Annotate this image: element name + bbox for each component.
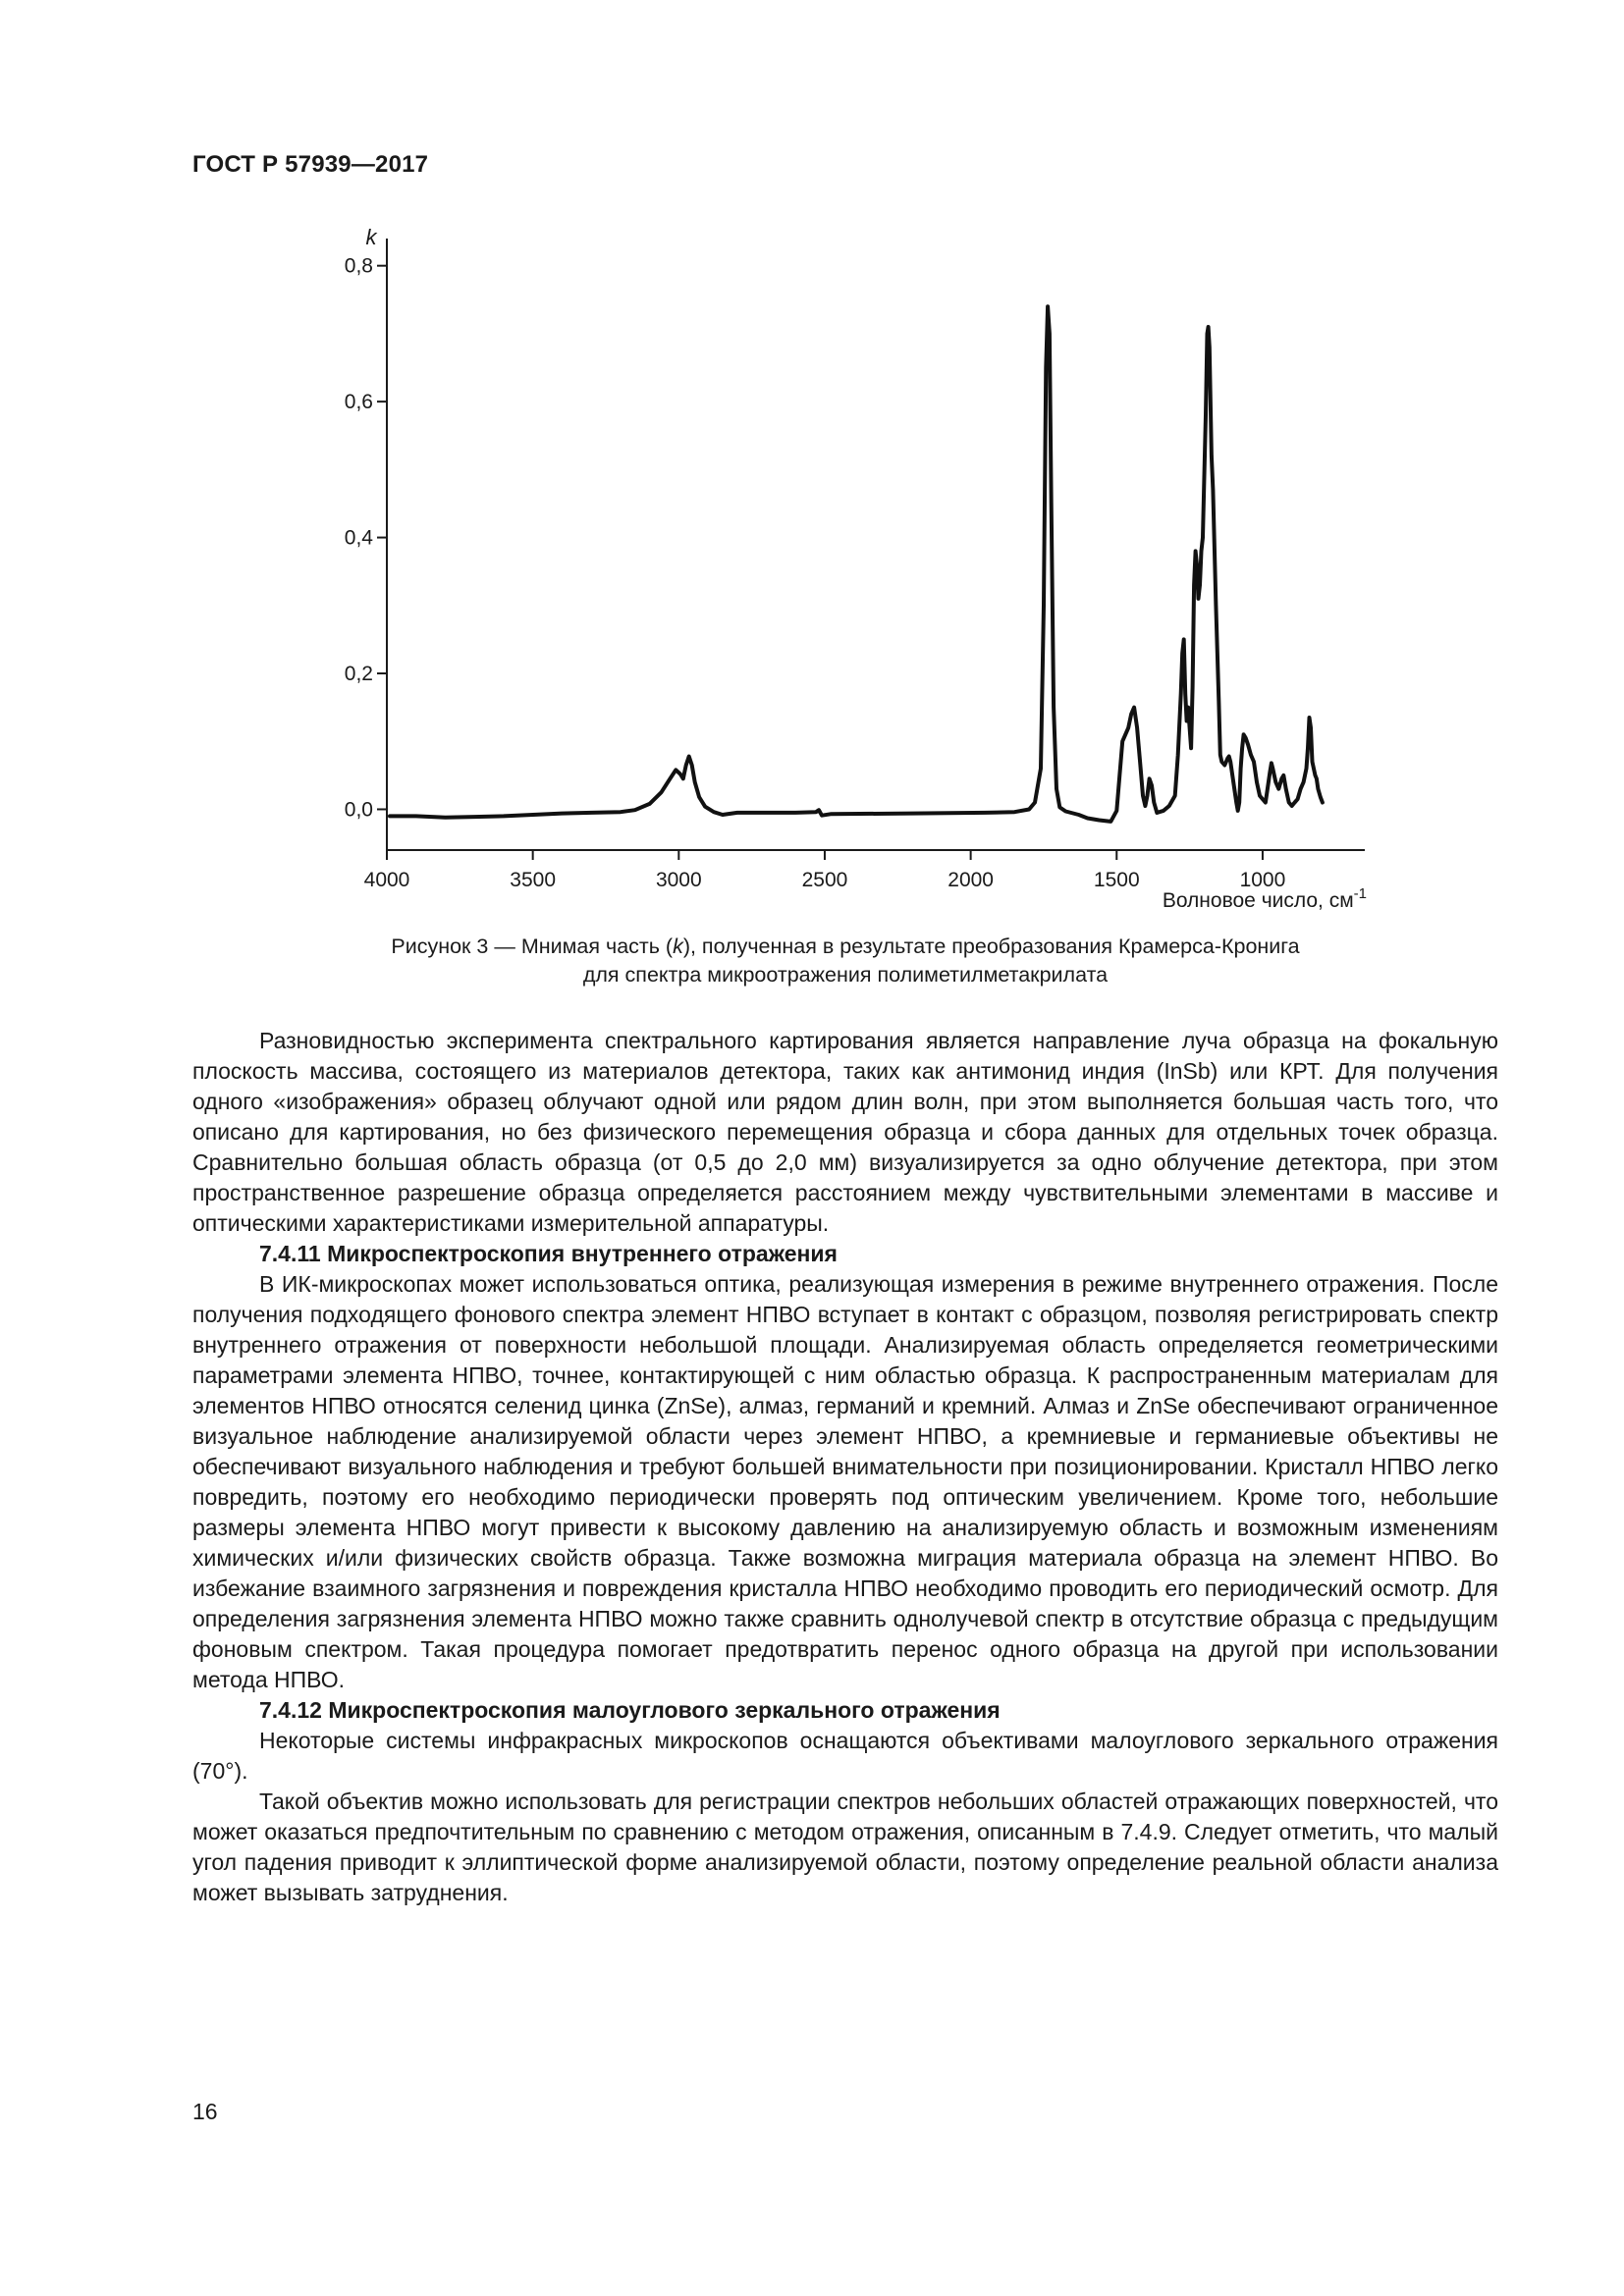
x-tick-label: 3000 (655, 869, 702, 891)
chart-axes (387, 239, 1365, 850)
paragraph: Разновидностью эксперимента спектрального картирования является направление луча образца на фокальную плоскость массива, состоящего из материалов детектора, таких как антимонид индия (InSb) или КРТ. Для получения одного «изображения» образец облучают одной или рядом длин волн, при этом выполняется большая часть того, что описано для картирования, но без физического перемещения образца и сбора данных для отдельных точек образца. Сравнительно большая область образца (от 0,5 до 2,0 мм) визуализируется за одно облучение детектора, при этом пространственное разрешение образца определяется расстоянием между чувствительными элементами в массиве и оптическими характеристиками измерительной аппаратуры. (192, 1028, 1498, 1236)
x-tick-label: 1000 (1239, 869, 1286, 891)
x-tick-label: 4000 (363, 869, 410, 891)
caption-line-1: Рисунок 3 — Мнимая часть (k), полученная в результате преобразования Крамерса-Кронига (391, 934, 1300, 958)
paragraph: В ИК-микроскопах может использоваться оптика, реализующая измерения в режиме внутреннего отражения. После получения подходящего фонового спектра элемент НПВО вступает в контакт с образцом, позволяя регистрировать спектр внутреннего отражения от поверхности небольшой площади. Анализируемая область определяется геометрическими параметрами элемента НПВО, точнее, контактирующей с ним областью образца. К распространенным материалам для элементов НПВО относятся селенид цинка (ZnSe), алмаз, германий и кремний. Алмаз и ZnSe обеспечивают ограниченное визуальное наблюдение анализируемой области через элемент НПВО, а кремниевые и германиевые объективы не обеспечивают визуального наблюдения и требуют большей внимательности при позиционировании. Кристалл НПВО легко повредить, поэтому его необходимо периодически проверять под оптическим увеличением. Кроме того, небольшие размеры элемента НПВО могут привести к высокому давлению на анализируемую область и возможным изменениям химических и/или физических свойств образца. Также возможна миграция материала образца на элемент НПВО. Во избежание взаимного загрязнения и повреждения кристалла НПВО необходимо проводить его периодический осмотр. Для определения загрязнения элемента НПВО можно также сравнить однолучевой спектр в отсутствие образца с предыдущим фоновым спектром. Такая процедура помогает предотвратить перенос одного образца на другой при использовании метода НПВО. (192, 1271, 1498, 1692)
x-tick-label: 2000 (947, 869, 994, 891)
caption-line-2: для спектра микроотражения полиметилметакрилата (582, 963, 1109, 987)
section-heading-7-4-12: 7.4.12 Микроспектроскопия малоуглового зеркального отражения (259, 1697, 1001, 1723)
page-number: 16 (192, 2099, 218, 2124)
y-tick-label: 0,0 (344, 798, 373, 822)
section-heading-7-4-11: 7.4.11 Микроспектроскопия внутреннего отражения (259, 1241, 838, 1266)
document-header: ГОСТ Р 57939—2017 (192, 151, 429, 178)
paragraph: Такой объектив можно использовать для регистрации спектров небольших областей отражающих поверхностей, что может оказаться предпочтительным по сравнению с методом отражения, описанным в 7.4.9. Следует отметить, что малый угол падения приводит к эллиптической форме анализируемой области, поэтому определение реальной области анализа может вызывать затруднения. (192, 1789, 1498, 1905)
y-tick-label: 0,4 (344, 526, 373, 550)
y-tick-label: 0,8 (344, 254, 373, 278)
y-tick-label: 0,2 (344, 663, 373, 686)
y-tick-label: 0,6 (344, 391, 373, 414)
paragraph: Некоторые системы инфракрасных микроскопов оснащаются объективами малоуглового зеркального отражения (70°). (192, 1728, 1498, 1784)
chart-series (390, 306, 1323, 822)
x-tick-label: 2500 (801, 869, 848, 891)
series-line-k (390, 306, 1323, 822)
spectrum-chart (0, 0, 1624, 923)
x-tick-label: 3500 (510, 869, 557, 891)
y-axis-label: k (365, 225, 377, 249)
figure-caption (192, 933, 1498, 989)
x-axis-label-exponent: -1 (1353, 885, 1367, 902)
x-tick-label: 1500 (1093, 869, 1140, 891)
x-axis-label: Волновое число, $см^{-1}$ (1162, 885, 1367, 912)
body-text (192, 1026, 1498, 1908)
